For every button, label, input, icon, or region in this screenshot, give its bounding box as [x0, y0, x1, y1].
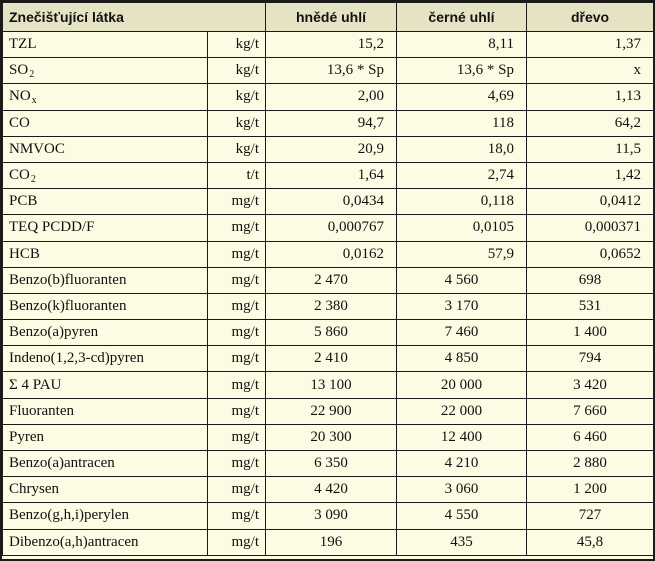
black-coal-value: 4,69	[397, 84, 527, 110]
substance-name	[3, 58, 208, 84]
black-coal-value: 435	[397, 529, 527, 555]
black-coal-value: 13,6 * Sp	[397, 58, 527, 84]
emission-factors-table	[2, 2, 654, 556]
substance-label: Indeno(1,2,3-cd)pyren	[9, 350, 144, 367]
black-coal-value: 8,11	[397, 32, 527, 58]
substance-name	[3, 110, 208, 136]
table-row	[3, 162, 654, 188]
substance-label: Dibenzo(a,h)antracen	[9, 533, 139, 550]
table-row	[3, 424, 654, 450]
substance-name	[3, 84, 208, 110]
substance-label: NMVOC	[9, 140, 65, 157]
substance-label: Σ 4 PAU	[9, 376, 62, 393]
unit-cell: mg/t	[208, 451, 266, 477]
substance-label: TZL	[9, 36, 37, 53]
unit-cell: mg/t	[208, 424, 266, 450]
wood-value: 1,37	[527, 32, 654, 58]
table-row	[3, 32, 654, 58]
brown-coal-value: 3 090	[266, 503, 397, 529]
wood-value: 1 400	[527, 320, 654, 346]
brown-coal-value: 15,2	[266, 32, 397, 58]
wood-value: 0,0412	[527, 189, 654, 215]
unit-cell: kg/t	[208, 110, 266, 136]
wood-value: 698	[527, 267, 654, 293]
unit-cell: mg/t	[208, 398, 266, 424]
substance-subscript: 2	[30, 173, 36, 185]
brown-coal-value: 22 900	[266, 398, 397, 424]
black-coal-value: 3 060	[397, 477, 527, 503]
table-row	[3, 84, 654, 110]
substance-label: PCB	[9, 193, 38, 210]
wood-value: 6 460	[527, 424, 654, 450]
brown-coal-value: 0,0162	[266, 241, 397, 267]
black-coal-value: 22 000	[397, 398, 527, 424]
substance-name	[3, 162, 208, 188]
substance-name	[3, 398, 208, 424]
wood-value: 7 660	[527, 398, 654, 424]
unit-cell: mg/t	[208, 241, 266, 267]
substance-label: TEQ PCDD/F	[9, 219, 95, 236]
wood-value: 0,0652	[527, 241, 654, 267]
brown-coal-value: 4 420	[266, 477, 397, 503]
substance-name	[3, 241, 208, 267]
brown-coal-value: 2 380	[266, 293, 397, 319]
wood-value: 2 880	[527, 451, 654, 477]
table-row	[3, 503, 654, 529]
substance-label: Benzo(a)pyren	[9, 324, 99, 341]
substance-label: Benzo(a)antracen	[9, 455, 115, 472]
black-coal-value: 20 000	[397, 372, 527, 398]
table-row	[3, 110, 654, 136]
brown-coal-value: 20,9	[266, 136, 397, 162]
black-coal-value: 4 850	[397, 346, 527, 372]
unit-cell: mg/t	[208, 267, 266, 293]
substance-label: NO	[9, 87, 31, 104]
brown-coal-value: 2 470	[266, 267, 397, 293]
substance-label: CO	[9, 166, 30, 183]
wood-value: 1 200	[527, 477, 654, 503]
table-row	[3, 477, 654, 503]
header-black-coal: černé uhlí	[397, 3, 527, 32]
wood-value: x	[527, 58, 654, 84]
table-body	[3, 32, 654, 556]
unit-cell: mg/t	[208, 503, 266, 529]
wood-value: 531	[527, 293, 654, 319]
table-row	[3, 372, 654, 398]
black-coal-value: 118	[397, 110, 527, 136]
brown-coal-value: 0,000767	[266, 215, 397, 241]
brown-coal-value: 2 410	[266, 346, 397, 372]
black-coal-value: 4 210	[397, 451, 527, 477]
substance-label: SO	[9, 61, 29, 78]
wood-value: 64,2	[527, 110, 654, 136]
unit-cell: mg/t	[208, 320, 266, 346]
table-row	[3, 241, 654, 267]
unit-cell: mg/t	[208, 372, 266, 398]
wood-value: 0,000371	[527, 215, 654, 241]
black-coal-value: 4 550	[397, 503, 527, 529]
brown-coal-value: 6 350	[266, 451, 397, 477]
black-coal-value: 4 560	[397, 267, 527, 293]
table-row	[3, 136, 654, 162]
wood-value: 3 420	[527, 372, 654, 398]
black-coal-value: 0,0105	[397, 215, 527, 241]
substance-name	[3, 267, 208, 293]
substance-name	[3, 503, 208, 529]
substance-name	[3, 215, 208, 241]
brown-coal-value: 0,0434	[266, 189, 397, 215]
substance-name	[3, 424, 208, 450]
substance-name	[3, 346, 208, 372]
unit-cell: mg/t	[208, 346, 266, 372]
substance-name	[3, 189, 208, 215]
brown-coal-value: 20 300	[266, 424, 397, 450]
table-row	[3, 267, 654, 293]
header-substance: Znečišťující látka	[3, 3, 266, 32]
substance-subscript: 2	[29, 68, 35, 80]
black-coal-value: 12 400	[397, 424, 527, 450]
wood-value: 1,13	[527, 84, 654, 110]
table-header-row	[3, 3, 654, 32]
unit-cell: mg/t	[208, 215, 266, 241]
substance-label: Benzo(g,h,i)perylen	[9, 507, 129, 524]
substance-name	[3, 477, 208, 503]
substance-label: Chrysen	[9, 481, 59, 498]
header-wood: dřevo	[527, 3, 654, 32]
brown-coal-value: 94,7	[266, 110, 397, 136]
brown-coal-value: 1,64	[266, 162, 397, 188]
substance-label: Fluoranten	[9, 402, 74, 419]
table-row	[3, 346, 654, 372]
unit-cell: mg/t	[208, 529, 266, 555]
substance-name	[3, 293, 208, 319]
substance-label: CO	[9, 114, 30, 131]
brown-coal-value: 5 860	[266, 320, 397, 346]
table-row	[3, 189, 654, 215]
substance-name	[3, 372, 208, 398]
substance-label: HCB	[9, 245, 40, 262]
black-coal-value: 2,74	[397, 162, 527, 188]
black-coal-value: 18,0	[397, 136, 527, 162]
brown-coal-value: 13,6 * Sp	[266, 58, 397, 84]
substance-name	[3, 529, 208, 555]
substance-name	[3, 320, 208, 346]
substance-label: Benzo(b)fluoranten	[9, 271, 127, 288]
table-row	[3, 293, 654, 319]
brown-coal-value: 2,00	[266, 84, 397, 110]
substance-name	[3, 32, 208, 58]
unit-cell: kg/t	[208, 84, 266, 110]
unit-cell: mg/t	[208, 477, 266, 503]
table-row	[3, 398, 654, 424]
substance-subscript: x	[31, 94, 37, 106]
table-row	[3, 215, 654, 241]
black-coal-value: 7 460	[397, 320, 527, 346]
table-row	[3, 58, 654, 84]
unit-cell: kg/t	[208, 58, 266, 84]
wood-value: 727	[527, 503, 654, 529]
wood-value: 11,5	[527, 136, 654, 162]
brown-coal-value: 13 100	[266, 372, 397, 398]
wood-value: 1,42	[527, 162, 654, 188]
table-row	[3, 451, 654, 477]
table-row	[3, 529, 654, 555]
substance-name	[3, 451, 208, 477]
substance-name	[3, 136, 208, 162]
unit-cell: kg/t	[208, 32, 266, 58]
black-coal-value: 57,9	[397, 241, 527, 267]
unit-cell: mg/t	[208, 293, 266, 319]
black-coal-value: 0,118	[397, 189, 527, 215]
wood-value: 794	[527, 346, 654, 372]
table-row	[3, 320, 654, 346]
wood-value: 45,8	[527, 529, 654, 555]
header-brown-coal: hnědé uhlí	[266, 3, 397, 32]
black-coal-value: 3 170	[397, 293, 527, 319]
brown-coal-value: 196	[266, 529, 397, 555]
substance-label: Pyren	[9, 428, 44, 445]
unit-cell: kg/t	[208, 136, 266, 162]
unit-cell: mg/t	[208, 189, 266, 215]
unit-cell: t/t	[208, 162, 266, 188]
substance-label: Benzo(k)fluoranten	[9, 297, 127, 314]
